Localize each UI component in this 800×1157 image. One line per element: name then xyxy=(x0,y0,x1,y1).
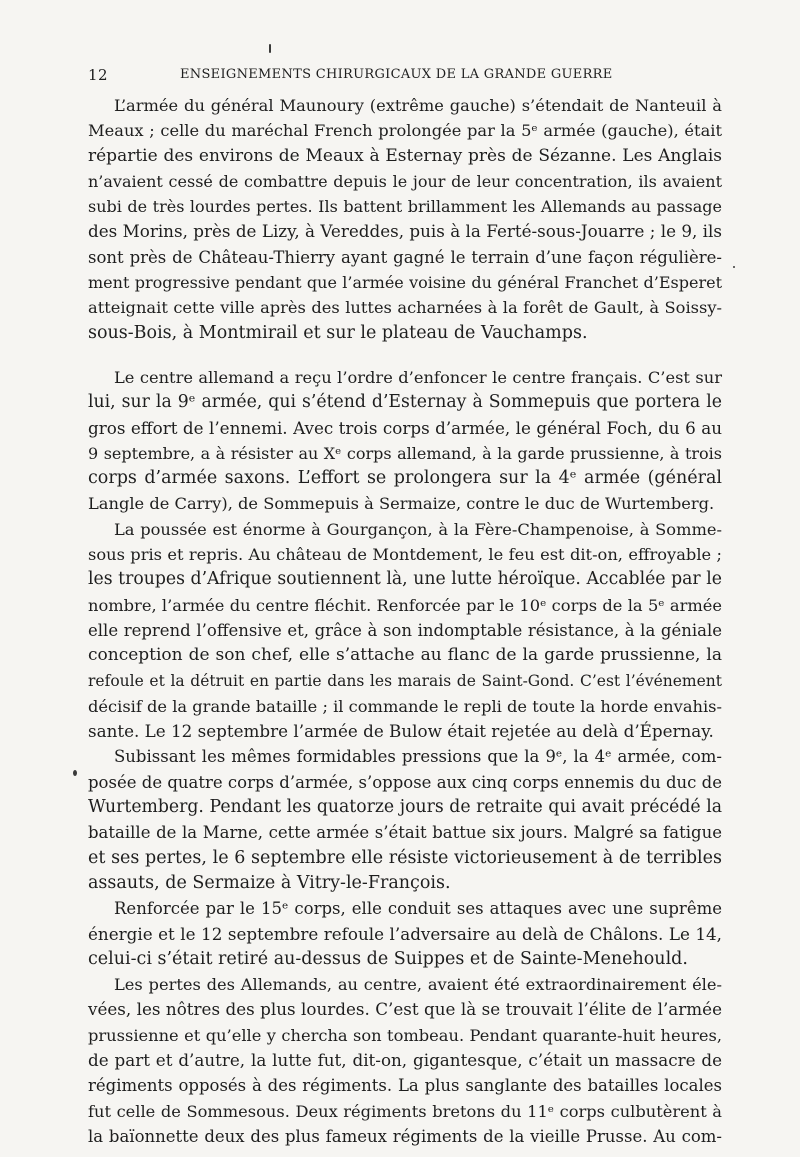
text-line: subi de très lourdes pertes. Ils battent brillamment les Allemands au passage xyxy=(88,197,722,217)
paragraph-gap xyxy=(88,346,722,365)
text-line: assauts, de Sermaize à Vitry-le-François. xyxy=(88,872,451,893)
text-line: des Morins, près de Lizy, à Vereddes, puis à la Ferté-sous-Jouarre ; le 9, ils xyxy=(88,221,722,242)
page-number: 12 xyxy=(88,66,109,84)
paragraph xyxy=(88,517,722,745)
text-line: les troupes d’Afrique soutiennent là, une lutte héroïque. Accablée par le xyxy=(88,569,722,590)
text-line: gros effort de l’ennemi. Avec trois corps d’armée, le général Foch, du 6 au xyxy=(88,417,722,438)
text-line: sous-Bois, à Montmirail et sur le plateau de Vauchamps. xyxy=(88,322,588,343)
text-line: Meaux ; celle du maréchal French prolongée par la 5ᵉ armée (gauche), était xyxy=(88,121,722,141)
text-line: conception de son chef, elle s’attache au flanc de la garde prussienne, la xyxy=(88,645,722,666)
text-line: elle reprend l’offensive et, grâce à son indomptable résistance, à la géniale xyxy=(88,620,722,640)
text-line: posée de quatre corps d’armée, s’oppose aux cinq corps ennemis du duc de xyxy=(88,772,722,792)
text-line: Wurtemberg. Pendant les quatorze jours de retraite qui avait précédé la xyxy=(88,797,722,818)
running-header xyxy=(88,66,722,86)
text-line: bataille de la Marne, cette armée s’était battue six jours. Malgré sa fatigue xyxy=(88,823,722,843)
text-line: Renforcée par le 15ᵉ corps, elle conduit ses attaques avec une suprême xyxy=(114,899,722,919)
text-line: nombre, l’armée du centre fléchit. Renforcée par le 10ᵉ corps de la 5ᵉ armée xyxy=(88,595,722,615)
text-line: La poussée est énorme à Gourgançon, à la Fère-Champenoise, à Somme- xyxy=(114,519,722,539)
text-line: L’armée du général Maunoury (extrême gauche) s’étendait de Nanteuil à xyxy=(114,96,722,115)
text-line: sont près de Château-Thierry ayant gagné le terrain d’une façon régulière- xyxy=(88,247,722,267)
text-line: énergie et le 12 septembre refoule l’adversaire au delà de Châlons. Le 14, xyxy=(88,923,722,944)
running-title: ENSEIGNEMENTS CHIRURGICAUX DE LA GRANDE GUERRE xyxy=(180,67,613,82)
paragraph xyxy=(88,365,722,517)
text-line: atteignait cette ville après des luttes acharnées à la forêt de Gault, à Soissy- xyxy=(88,298,722,318)
text-line: refoule et la détruit en partie dans les marais de Saint-Gond. C’est l’événement xyxy=(88,671,722,690)
text-line: régiments opposés à des régiments. La plus sanglante des batailles locales xyxy=(88,1076,722,1096)
text-line: la baïonnette deux des plus fameux régiments de la vieille Prusse. Au com- xyxy=(88,1126,722,1146)
text-line: Langle de Carry), de Sommepuis à Sermaize, contre le duc de Wurtemberg. xyxy=(88,494,715,514)
text-line: corps d’armée saxons. L’effort se prolongera sur la 4ᵉ armée (général xyxy=(88,468,722,489)
body-text xyxy=(88,93,722,1149)
text-line: Les pertes des Allemands, au centre, avaient été extraordinairement éle- xyxy=(114,975,722,995)
text-line: Subissant les mêmes formidables pressions que la 9ᵉ, la 4ᵉ armée, com- xyxy=(114,747,722,767)
text-line: n’avaient cessé de combattre depuis le jour de leur concentration, ils avaient xyxy=(88,171,722,191)
text-line: lui, sur la 9ᵉ armée, qui s’étend d’Esternay à Sommepuis que portera le xyxy=(88,392,722,413)
text-line: celui-ci s’était retiré au-dessus de Suippes et de Sainte-Menehould. xyxy=(88,948,688,969)
paragraph xyxy=(88,972,722,1149)
text-line: sous pris et repris. Au château de Montdement, le feu est dit-on, effroyable ; xyxy=(88,545,722,565)
scan-speck xyxy=(73,770,77,776)
text-line: Le centre allemand a reçu l’ordre d’enfoncer le centre français. C’est sur xyxy=(114,367,722,387)
scan-speck xyxy=(269,44,271,53)
text-line: 9 septembre, a à résister au Xᵉ corps allemand, à la garde prussienne, à trois xyxy=(88,443,722,463)
scan-speck xyxy=(733,266,735,268)
paragraph xyxy=(88,93,722,346)
text-line: prussienne et qu’elle y chercha son tombeau. Pendant quarante-huit heures, xyxy=(88,1025,722,1045)
text-line: décisif de la grande bataille ; il commande le repli de toute la horde envahis- xyxy=(88,696,722,716)
paragraph xyxy=(88,896,722,972)
text-line: et ses pertes, le 6 septembre elle résiste victorieusement à de terribles xyxy=(88,847,722,868)
text-line: de part et d’autre, la lutte fut, dit-on, gigantesque, c’était un massacre de xyxy=(88,1049,722,1070)
text-line: fut celle de Sommesous. Deux régiments bretons du 11ᵉ corps culbutèrent à xyxy=(88,1101,722,1121)
text-line: vées, les nôtres des plus lourdes. C’est que là se trouvait l’élite de l’armée xyxy=(88,999,722,1020)
text-line: sante. Le 12 septembre l’armée de Bulow était rejetée au delà d’Épernay. xyxy=(88,721,714,742)
paragraph xyxy=(88,744,722,896)
text-line: ment progressive pendant que l’armée voisine du général Franchet d’Esperet xyxy=(88,273,722,293)
text-line: répartie des environs de Meaux à Esternay près de Sézanne. Les Anglais xyxy=(88,145,722,166)
